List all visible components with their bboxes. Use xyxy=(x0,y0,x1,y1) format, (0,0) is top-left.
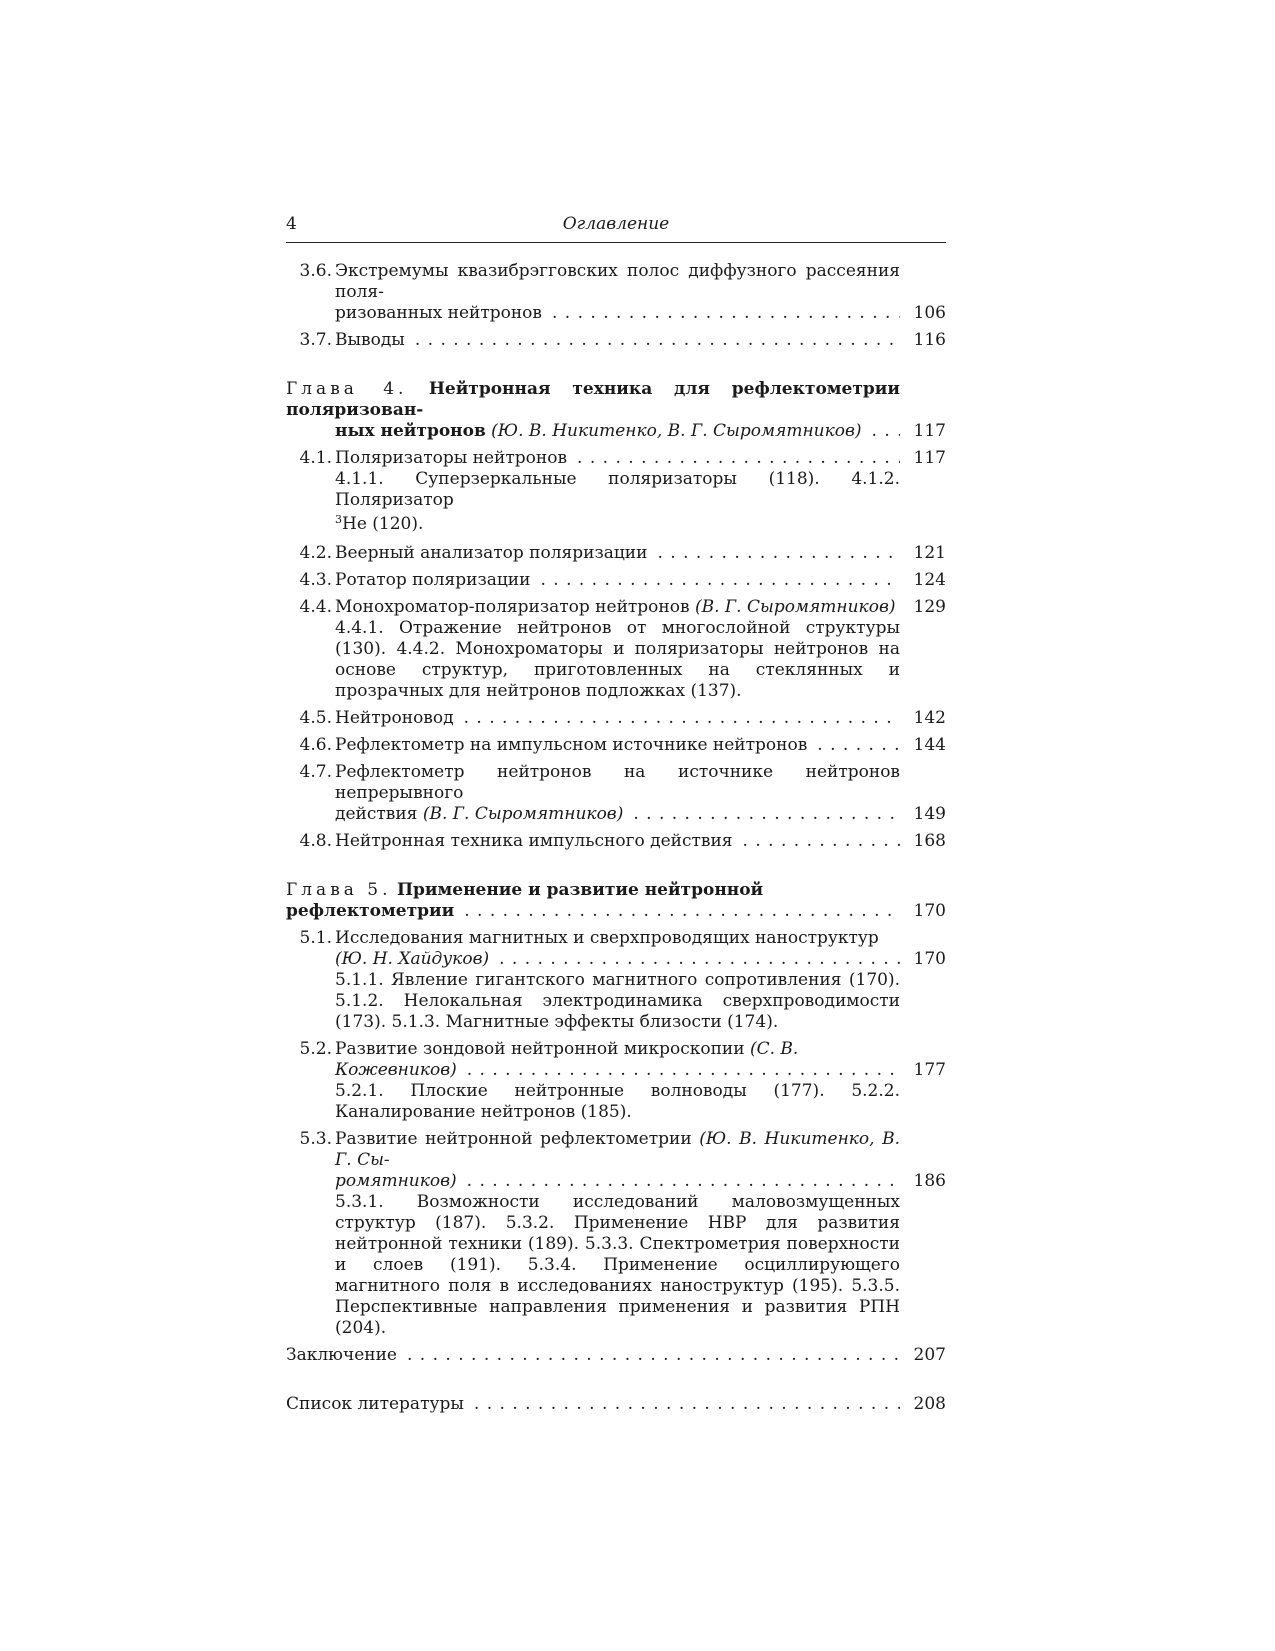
toc-entry-3-6[interactable] xyxy=(286,261,946,324)
entry-authors: (В. Г. Сыромятников) xyxy=(422,804,624,824)
toc-entry-5-3[interactable] xyxy=(286,1129,946,1192)
entry-title: Монохроматор-поляризатор нейтронов xyxy=(335,597,690,617)
section-number: 4.6. xyxy=(299,735,332,755)
entry-authors: (В. Г. Сыромятников) xyxy=(694,597,896,617)
section-number: 5.2. xyxy=(299,1039,332,1059)
toc-entry-4-5[interactable] xyxy=(286,708,946,729)
section-number: 4.5. xyxy=(299,708,332,728)
section-number: 3.7. xyxy=(299,330,332,350)
entry-authors-line2: ромятников) xyxy=(335,1171,457,1191)
page-ref: 117 xyxy=(913,421,946,441)
entry-title-line1: Исследования магнитных и сверхпроводящих наноструктур xyxy=(335,928,879,948)
toc-entry-3-7[interactable] xyxy=(286,330,946,351)
entry-title-line2: действия xyxy=(335,804,418,824)
toc-entry-references[interactable] xyxy=(286,1394,946,1415)
chapter-label: Глава 5. xyxy=(286,880,392,900)
subsection-list: 4.1.1. Суперзеркальные поляризаторы (118). 4.1.2. Поляризатор $^3$He (120). xyxy=(335,469,900,534)
subsection-list: 5.2.1. Плоские нейтронные волноводы (177). 5.2.2. Каналирование нейтронов (185). xyxy=(335,1081,900,1122)
page-ref: 168 xyxy=(913,831,946,851)
page-ref: 208 xyxy=(913,1394,946,1414)
entry-authors: (Ю. Н. Хайдуков) xyxy=(335,949,490,969)
section-number: 4.4. xyxy=(299,597,332,617)
chapter-authors: (Ю. В. Никитенко, В. Г. Сыромятников) xyxy=(491,421,862,441)
entry-title-line1: Экстремумы квазибрэгговских полос диффузного рассеяния поля- xyxy=(335,261,900,302)
chapter-title-line2: ных нейтронов xyxy=(335,421,486,441)
entry-title: Развитие нейтронной рефлектометрии xyxy=(335,1129,692,1149)
entry-title: Развитие зондовой нейтронной микроскопии xyxy=(335,1039,745,1059)
toc-entry-4-4[interactable] xyxy=(286,597,946,618)
running-header xyxy=(286,214,946,243)
toc-page xyxy=(286,214,946,1415)
page-ref: 121 xyxy=(913,543,946,563)
toc-entry-conclusion[interactable] xyxy=(286,1345,946,1366)
toc-entry-4-1[interactable] xyxy=(286,448,946,469)
toc-chapter-5[interactable] xyxy=(286,880,946,922)
page-ref: 106 xyxy=(913,303,946,323)
toc-entry-4-6[interactable] xyxy=(286,735,946,756)
toc-entry-4-8[interactable] xyxy=(286,831,946,852)
section-number: 4.1. xyxy=(299,448,332,468)
subsection-list: 5.3.1. Возможности исследований маловозмущенных структур (187). 5.3.2. Применение НВР для развития нейтронной техники (189). 5.3.3. Спектрометрия поверхности и слоев (191). 5.3.4. Применение осциллирующего магнитного поля в исследованиях наноструктур (195). 5.3.5. Перспективные направления применения и развития РПН (204). xyxy=(335,1192,900,1338)
running-title: Оглавление xyxy=(562,214,670,234)
page-ref: 177 xyxy=(913,1060,946,1080)
section-number: 3.6. xyxy=(299,261,332,281)
page-ref: 117 xyxy=(913,448,946,468)
entry-title: Поляризаторы нейтронов xyxy=(335,448,571,468)
page-ref: 170 xyxy=(913,901,946,921)
toc-entry-5-2[interactable] xyxy=(286,1039,946,1081)
page-ref: 170 xyxy=(913,949,946,969)
page-ref: 129 xyxy=(913,597,946,617)
page-number: 4 xyxy=(286,214,297,234)
entry-authors-line1: (Ю. В. Никитенко, В. Г. Сы- xyxy=(335,1129,900,1170)
page-ref: 207 xyxy=(913,1345,946,1365)
section-number: 4.3. xyxy=(299,570,332,590)
chapter-title: Применение и развитие нейтронной рефлектометрии xyxy=(286,880,764,921)
chapter-title-line1: Нейтронная техника для рефлектометрии поляризован- xyxy=(286,379,900,420)
page-ref: 142 xyxy=(913,708,946,728)
entry-title: Выводы xyxy=(335,330,409,350)
entry-title: Нейтронная техника импульсного действия xyxy=(335,831,737,851)
entry-title: Ротатор поляризации xyxy=(335,570,534,590)
entry-title-line1: Рефлектометр нейтронов на источнике нейтронов непрерывного xyxy=(335,762,900,803)
entry-title: Рефлектометр на импульсном источнике нейтронов xyxy=(335,735,811,755)
section-number: 4.2. xyxy=(299,543,332,563)
toc-entry-4-7[interactable] xyxy=(286,762,946,825)
table-of-contents xyxy=(286,261,946,1415)
entry-title-line2: ризованных нейтронов xyxy=(335,303,546,323)
section-number: 5.3. xyxy=(299,1129,332,1149)
page-ref: 149 xyxy=(913,804,946,824)
subsection-list: 5.1.1. Явление гигантского магнитного сопротивления (170). 5.1.2. Нелокальная электродинамика сверхпроводимости (173). 5.1.3. Магнитные эффекты близости (174). xyxy=(335,970,900,1032)
section-number: 4.8. xyxy=(299,831,332,851)
entry-title: Веерный анализатор поляризации xyxy=(335,543,651,563)
entry-title: Заключение xyxy=(286,1345,401,1365)
toc-entry-5-1[interactable] xyxy=(286,928,946,970)
entry-title: Список литературы xyxy=(286,1394,468,1414)
page-ref: 186 xyxy=(913,1171,946,1191)
entry-authors: (С. В. Кожевников) xyxy=(335,1039,799,1080)
toc-entry-4-3[interactable] xyxy=(286,570,946,591)
page-ref: 124 xyxy=(913,570,946,590)
subsection-list: 4.4.1. Отражение нейтронов от многослойной структуры (130). 4.4.2. Монохроматоры и поляризаторы нейтронов на основе структур, приготовленных на стеклянных и прозрачных для нейтронов подложках (137). xyxy=(335,618,900,701)
page-ref: 116 xyxy=(913,330,946,350)
page-ref: 144 xyxy=(913,735,946,755)
section-number: 4.7. xyxy=(299,762,332,782)
section-number: 5.1. xyxy=(299,928,332,948)
toc-entry-4-2[interactable] xyxy=(286,543,946,564)
toc-chapter-4[interactable] xyxy=(286,379,946,442)
entry-title: Нейтроновод xyxy=(335,708,458,728)
chapter-label: Глава 4. xyxy=(286,379,408,399)
